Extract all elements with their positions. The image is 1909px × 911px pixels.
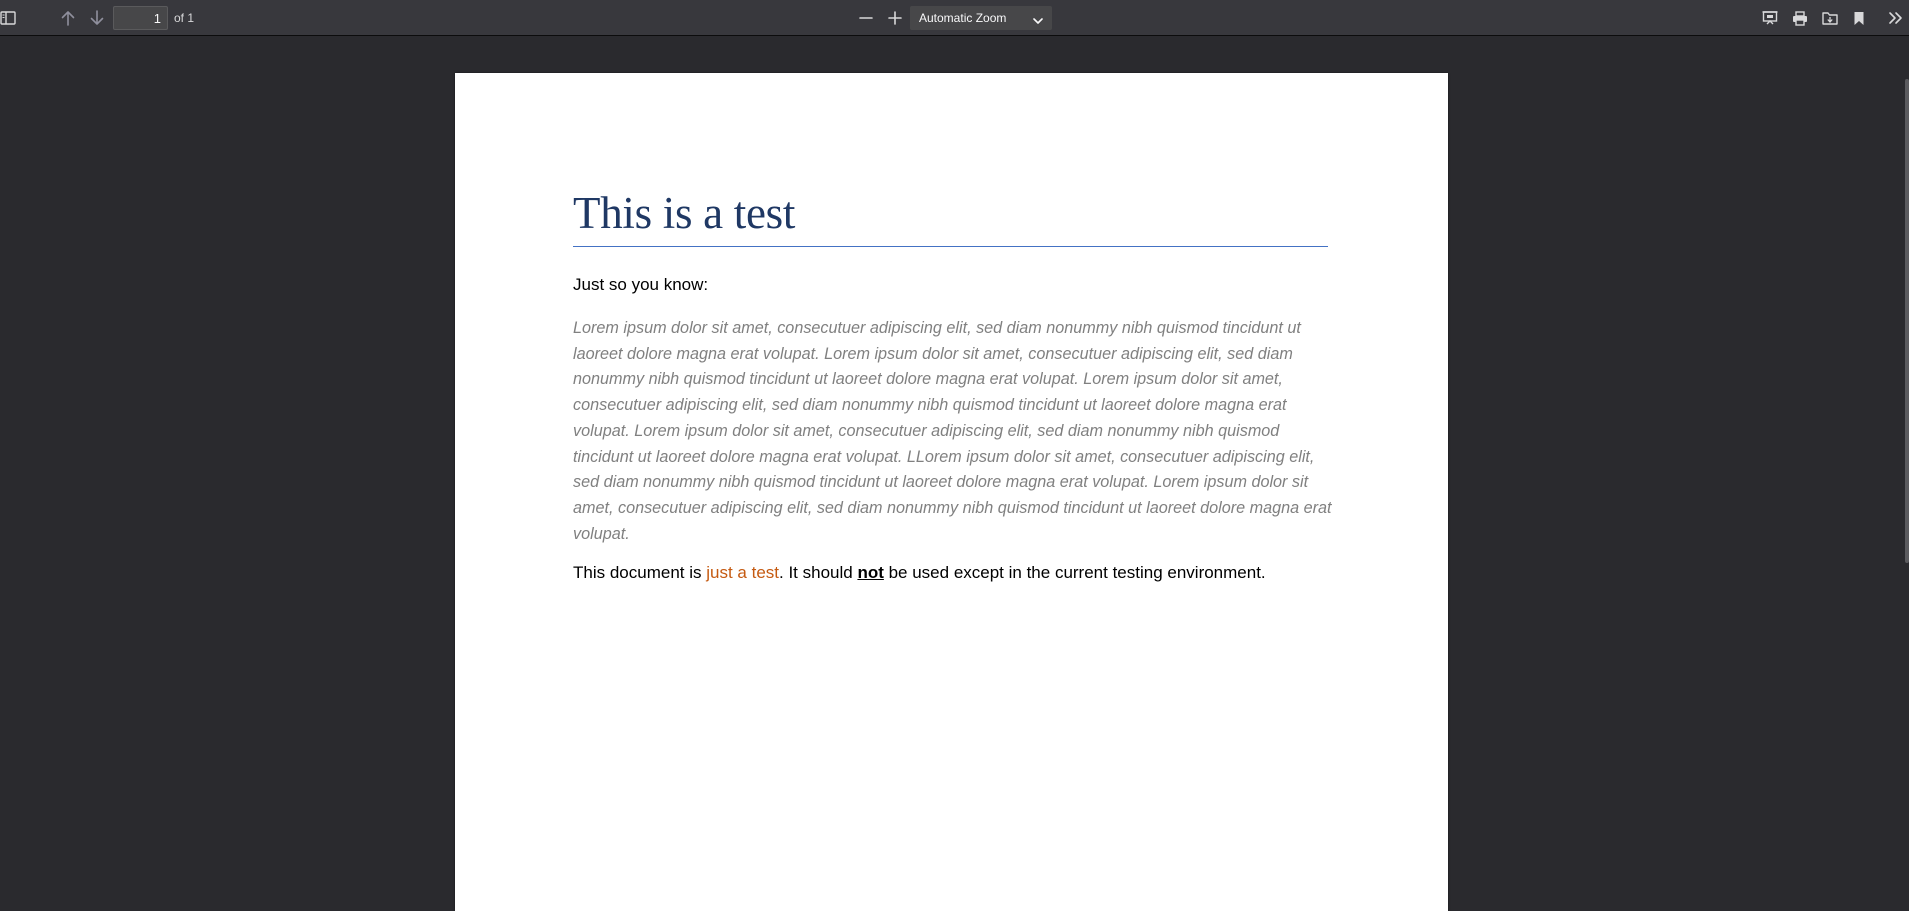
presentation-mode-button[interactable] bbox=[1757, 5, 1783, 31]
presentation-mode-icon bbox=[1762, 11, 1778, 25]
vertical-scrollbar[interactable] bbox=[1905, 79, 1909, 563]
statement-middle: . It should bbox=[779, 563, 858, 582]
sidebar-toggle-icon bbox=[0, 11, 16, 25]
page-count-label: of 1 bbox=[174, 11, 195, 25]
statement-accent-text: just a test bbox=[706, 563, 779, 582]
statement-prefix: This document is bbox=[573, 563, 707, 582]
minus-icon bbox=[859, 11, 873, 25]
statement-suffix: be used except in the current testing environment. bbox=[883, 563, 1266, 582]
toolbar bbox=[0, 0, 1909, 36]
zoom-select[interactable] bbox=[910, 6, 1052, 30]
arrow-up-icon bbox=[61, 10, 75, 26]
arrow-down-icon bbox=[90, 10, 104, 26]
bookmark-button[interactable] bbox=[1846, 5, 1872, 31]
zoom-in-button[interactable] bbox=[882, 5, 908, 31]
previous-page-button[interactable] bbox=[55, 5, 81, 31]
intro-text: Just so you know: bbox=[573, 275, 709, 294]
bookmark-icon bbox=[1853, 11, 1865, 26]
open-file-icon bbox=[1822, 11, 1838, 25]
plus-icon bbox=[888, 11, 902, 25]
print-button[interactable] bbox=[1787, 5, 1813, 31]
sidebar-toggle-button[interactable] bbox=[0, 5, 21, 31]
statement-paragraph bbox=[573, 563, 1333, 583]
double-chevron-right-icon bbox=[1888, 11, 1904, 25]
lorem-paragraph: Lorem ipsum dolor sit amet, consecutuer adipiscing elit, sed diam nonummy nibh quismod tincidunt ut laoreet dolore magna erat volupat. Lorem ipsum dolor sit amet, consecutuer adipiscing elit, sed diam nonummy nibh quismod tincidunt ut laoreet dolore magna erat volupat. Lorem ipsum dolor sit amet, consecutuer adipiscing elit, sed diam nonummy nibh quismod tincidunt ut laoreet dolore magna erat volupat. Lorem ipsum dolor sit amet, consecutuer adipiscing elit, sed diam nonummy nibh quismod tincidunt ut laoreet dolore magna erat volupat. LLorem ipsum dolor sit amet, consecutuer adipiscing elit, sed diam nonummy nibh quismod tincidunt ut laoreet dolore magna erat volupat. Lorem ipsum dolor sit amet, consecutuer adipiscing elit, sed diam nonummy nibh quismod tincidunt ut laoreet dolore magna erat volupat. bbox=[573, 319, 1332, 543]
document-title: This is a test bbox=[573, 191, 1328, 247]
pdf-page bbox=[455, 73, 1448, 911]
open-file-button[interactable] bbox=[1817, 5, 1843, 31]
next-page-button[interactable] bbox=[84, 5, 110, 31]
page-number-input[interactable] bbox=[113, 6, 168, 30]
print-icon bbox=[1792, 11, 1808, 26]
chevron-down-icon bbox=[1033, 14, 1043, 28]
tools-button[interactable] bbox=[1883, 5, 1909, 31]
zoom-select-value: Automatic Zoom bbox=[919, 11, 1007, 25]
statement-emphasis: not bbox=[857, 563, 884, 582]
zoom-out-button[interactable] bbox=[853, 5, 879, 31]
document-viewer[interactable] bbox=[0, 37, 1909, 877]
